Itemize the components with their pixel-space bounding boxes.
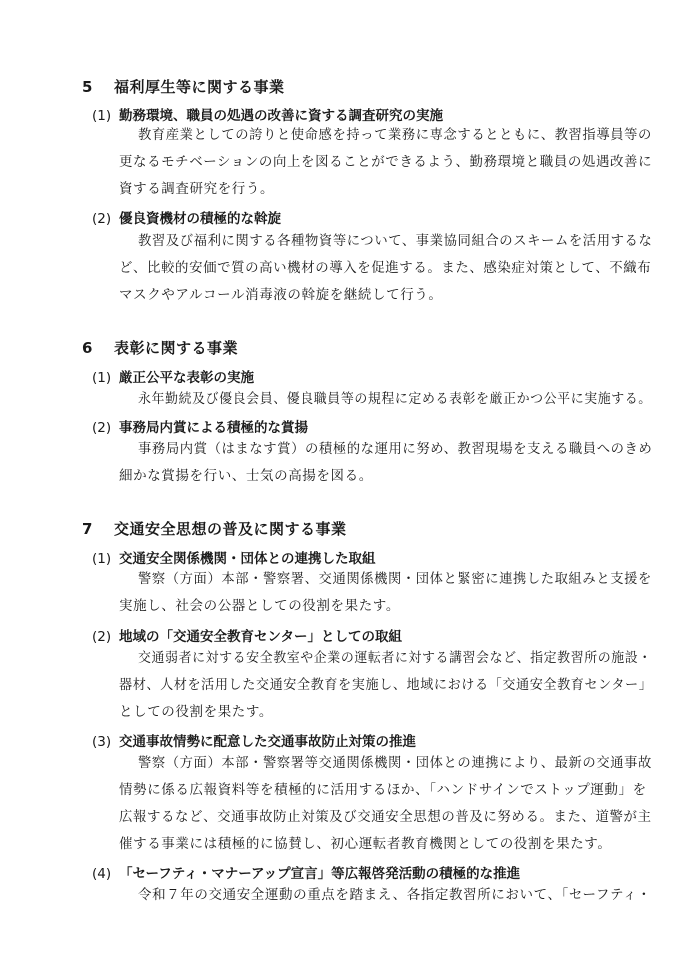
body-line: 更なるモチベーションの向上を図ることができるよう、勤務環境と職員の処遇改善に bbox=[119, 154, 653, 170]
section-title: 交通安全思想の普及に関する事業 bbox=[114, 520, 347, 538]
subsection-number: (1) bbox=[92, 108, 112, 124]
subsection-number: (2) bbox=[92, 420, 112, 436]
subsection-heading bbox=[92, 207, 281, 227]
subsection-heading bbox=[92, 862, 520, 882]
subsection-heading bbox=[92, 547, 376, 567]
body-line: 情勢に係る広報資料等を積極的に活用するほか、「ハンドサインでストップ運動」を bbox=[119, 782, 647, 798]
body-line: 教習及び福利に関する各種物資等について、事業協同組合のスキームを活用するな bbox=[138, 233, 653, 249]
subsection-number: (3) bbox=[92, 734, 112, 750]
body-line: 器材、人材を活用した交通安全教育を実施し、地域における「交通安全教育センター」 bbox=[119, 677, 653, 693]
section-title: 福利厚生等に関する事業 bbox=[114, 78, 285, 96]
subsection-number: (2) bbox=[92, 211, 112, 227]
section-heading bbox=[82, 337, 238, 358]
subsection-title: 交通事故情勢に配意した交通事故防止対策の推進 bbox=[119, 734, 416, 750]
body-line: 細かな賞揚を行い、士気の高揚を図る。 bbox=[119, 468, 373, 484]
subsection-heading bbox=[92, 104, 443, 124]
subsection-title: 事務局内賞による積極的な賞揚 bbox=[119, 420, 308, 436]
section-heading bbox=[82, 518, 347, 539]
body-line: 交通弱者に対する安全教室や企業の運転者に対する講習会など、指定教習所の施設・ bbox=[138, 650, 652, 666]
body-line: 資する調査研究を行う。 bbox=[119, 181, 275, 197]
subsection-heading bbox=[92, 366, 254, 386]
body-line: 令和７年の交通安全運動の重点を踏まえ、各指定教習所において、「セーフティ・ bbox=[138, 887, 652, 903]
subsection-number: (1) bbox=[92, 370, 112, 386]
subsection-heading bbox=[92, 625, 402, 645]
section-heading bbox=[82, 76, 285, 97]
section-number: 7 bbox=[82, 520, 93, 538]
subsection-title: 厳正公平な表彰の実施 bbox=[119, 370, 254, 386]
subsection-title: 「セーフティ・マナーアップ宣言」等広報啓発活動の積極的な推進 bbox=[119, 866, 521, 882]
body-line: 実施し、社会の公器としての役割を果たす。 bbox=[119, 598, 400, 614]
subsection-heading bbox=[92, 730, 416, 750]
subsection-number: (2) bbox=[92, 629, 112, 645]
body-line: マスクやアルコール消毒液の斡旋を継続して行う。 bbox=[119, 287, 443, 303]
subsection-title: 優良資機材の積極的な斡旋 bbox=[119, 211, 281, 227]
body-line: 事務局内賞（はまなす賞）の積極的な運用に努め、教習現場を支える職員へのきめ bbox=[138, 441, 653, 457]
subsection-number: (4) bbox=[92, 866, 112, 882]
body-line: 催する事業には積極的に協賛し、初心運転者教育機関としての役割を果たす。 bbox=[119, 836, 612, 852]
body-line: ど、比較的安価で質の高い機材の導入を促進する。また、感染症対策として、不織布 bbox=[119, 260, 652, 276]
body-line: 警察（方面）本部・警察署等交通関係機関・団体との連携により、最新の交通事故 bbox=[138, 755, 652, 771]
subsection-title: 交通安全関係機関・団体との連携した取組 bbox=[119, 551, 376, 567]
section-number: 5 bbox=[82, 78, 93, 96]
section-title: 表彰に関する事業 bbox=[114, 339, 239, 357]
subsection-title: 地域の「交通安全教育センター」としての取組 bbox=[119, 629, 402, 645]
subsection-title: 勤務環境、職員の処遇の改善に資する調査研究の実施 bbox=[119, 108, 443, 124]
body-line: 永年勤続及び優良会員、優良職員等の規程に定める表彰を厳正かつ公平に実施する。 bbox=[138, 391, 652, 407]
body-line: 広報するなど、交通事故防止対策及び交通安全思想の普及に努める。また、道警が主 bbox=[119, 809, 652, 825]
subsection-number: (1) bbox=[92, 551, 112, 567]
section-number: 6 bbox=[82, 339, 93, 357]
body-line: としての役割を果たす。 bbox=[119, 704, 274, 720]
subsection-heading bbox=[92, 416, 308, 436]
body-line: 教育産業としての誇りと使命感を持って業務に専念するとともに、教習指導員等の bbox=[138, 127, 652, 143]
body-line: 警察（方面）本部・警察署、交通関係機関・団体と緊密に連携した取組みと支援を bbox=[138, 571, 652, 587]
